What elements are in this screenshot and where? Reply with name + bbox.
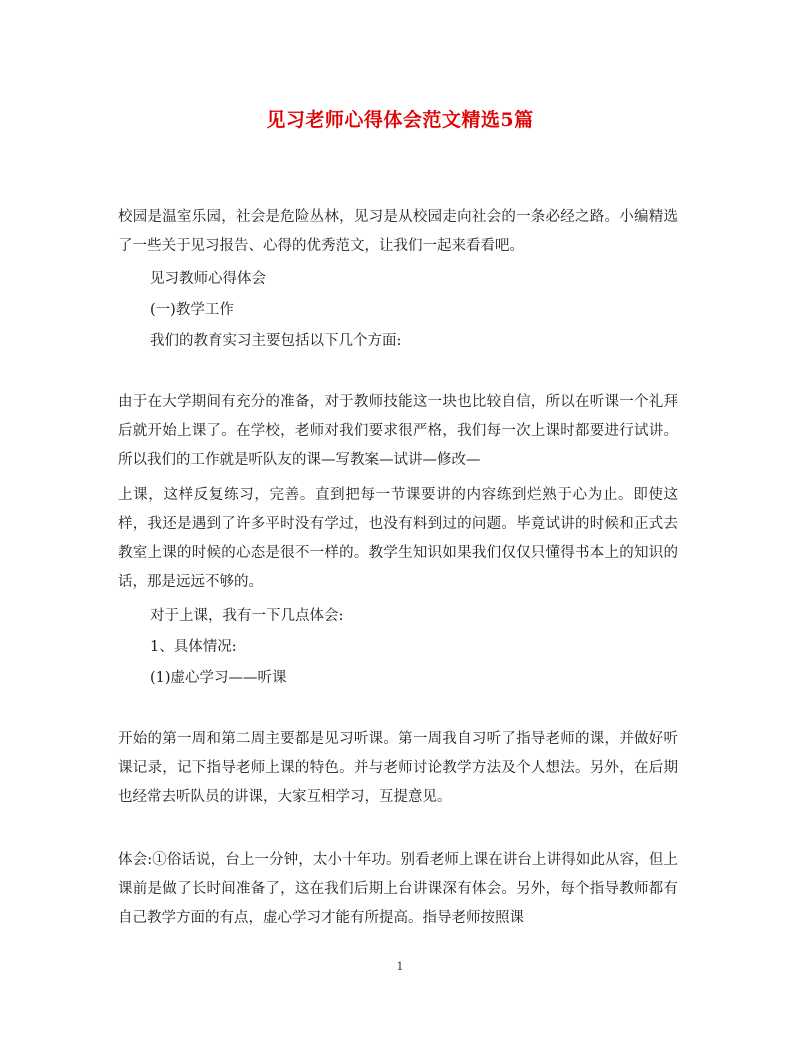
paragraph-7: 体会:①俗话说，台上一分钟，太小十年功。别看老师上课在讲台上讲得如此从容，但上课前是做了长时间准备了，这在我们后期上台讲课深有体会。另外，每个指导教师都有自己教学方面的有点，虚心学习才能有所提高。指导老师按照课 [118,852,678,926]
intro-paragraph: 校园是温室乐园，社会是危险丛林，见习是从校园走向社会的一条必经之路。小编精选了一些关于见习报告、心得的优秀范文，让我们一起来看看吧。 [118,209,678,254]
paragraph-3: 对于上课，我有一下几点体会: [150,608,344,624]
paragraph-2: 上课，这样反复练习，完善。直到把每一节课要讲的内容练到烂熟于心为止。即使这样，我还是遇到了许多平时没有学过，也没有料到过的问题。毕竟试讲的时候和正式去教室上课的时候的心态是很不一样的。教学生知识如果我们仅仅只懂得书本上的知识的话，那是远远不够的。 [118,487,678,590]
section-heading: 见习教师心得体会 [150,271,266,287]
paragraph-6: 开始的第一周和第二周主要都是见习听课。第一周我自习听了指导老师的课，并做好听课记录，记下指导老师上课的特色。并与老师讨论教学方法及个人想法。另外，在后期也经常去听队员的讲课，大家互相学习，互提意见。 [118,731,678,805]
sub-list-heading: (1)虚心学习——听课 [150,670,287,686]
subsection-heading: (一)教学工作 [150,302,234,318]
paragraph-1: 由于在大学期间有充分的准备，对于教师技能这一块也比较自信，所以在听课一个礼拜后就开始上课了。在学校，老师对我们要求很严格，我们每一次上课时都要进行试讲。所以我们的工作就是听队友的课—写教案—试讲—修改— [118,394,678,468]
lead-paragraph: 我们的教育实习主要包括以下几个方面: [150,333,402,349]
list-heading: 1、具体情况: [150,639,237,655]
document-title: 见习老师心得体会范文精选5篇 [266,109,534,131]
page-number: 1 [396,960,404,973]
